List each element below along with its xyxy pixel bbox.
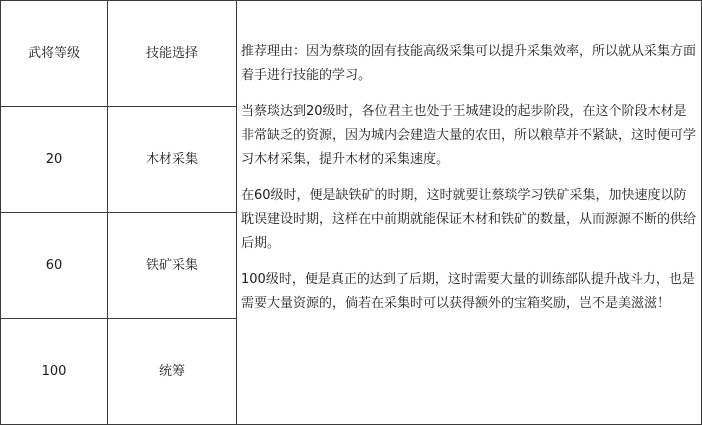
header-level: [1, 1, 107, 106]
header-level-text: 武将等级: [27, 46, 80, 61]
reason-paragraph-level-20: 当蔡琰达到20级时，各位君主也处于王城建设的起步阶段，在这个阶段木材是非常缺乏的资源，因为城内会建造大量的农田，所以粮草并不紧缺，这时便可学习木材采集，提升木材的采集速度。: [241, 104, 697, 167]
table-row-1-level: [1, 107, 107, 212]
table-row-2-level: [1, 213, 107, 318]
reason-paragraph-level-100: 100级时，便是真正的达到了后期，这时需要大量的训练部队提升战斗力，也是需要大量资源的，倘若在采集时可以获得额外的宝箱奖励，岂不是美滋滋！: [241, 272, 695, 311]
table-row-2-skill: [108, 213, 236, 318]
reason-paragraph-level-60: 在60级时，便是缺铁矿的时期，这时就要让蔡琰学习铁矿采集，加快速度以防耽误建设时期，这样在中前期就能保证木材和铁矿的数量，从而源源不断的供给后期。: [241, 188, 697, 251]
table-row-1-skill: [108, 107, 236, 212]
skill-value: 统筹: [158, 364, 185, 379]
header-skill: [108, 1, 236, 106]
level-value: 20: [45, 152, 63, 167]
reason-paragraph-intro: 推荐理由：因为蔡琰的固有技能高级采集可以提升采集效率，所以就从采集方面着手进行技能的学习。: [241, 44, 697, 83]
table-row-3-skill: [108, 319, 236, 424]
header-skill-text: 技能选择: [145, 46, 198, 61]
level-value: 60: [45, 258, 63, 273]
column-divider-2: [236, 0, 237, 425]
recommendation-text: [241, 40, 696, 328]
table-row-3-level: [1, 319, 107, 424]
level-value: 100: [41, 364, 67, 379]
skill-value: 铁矿采集: [145, 258, 198, 273]
skill-value: 木材采集: [145, 152, 198, 167]
